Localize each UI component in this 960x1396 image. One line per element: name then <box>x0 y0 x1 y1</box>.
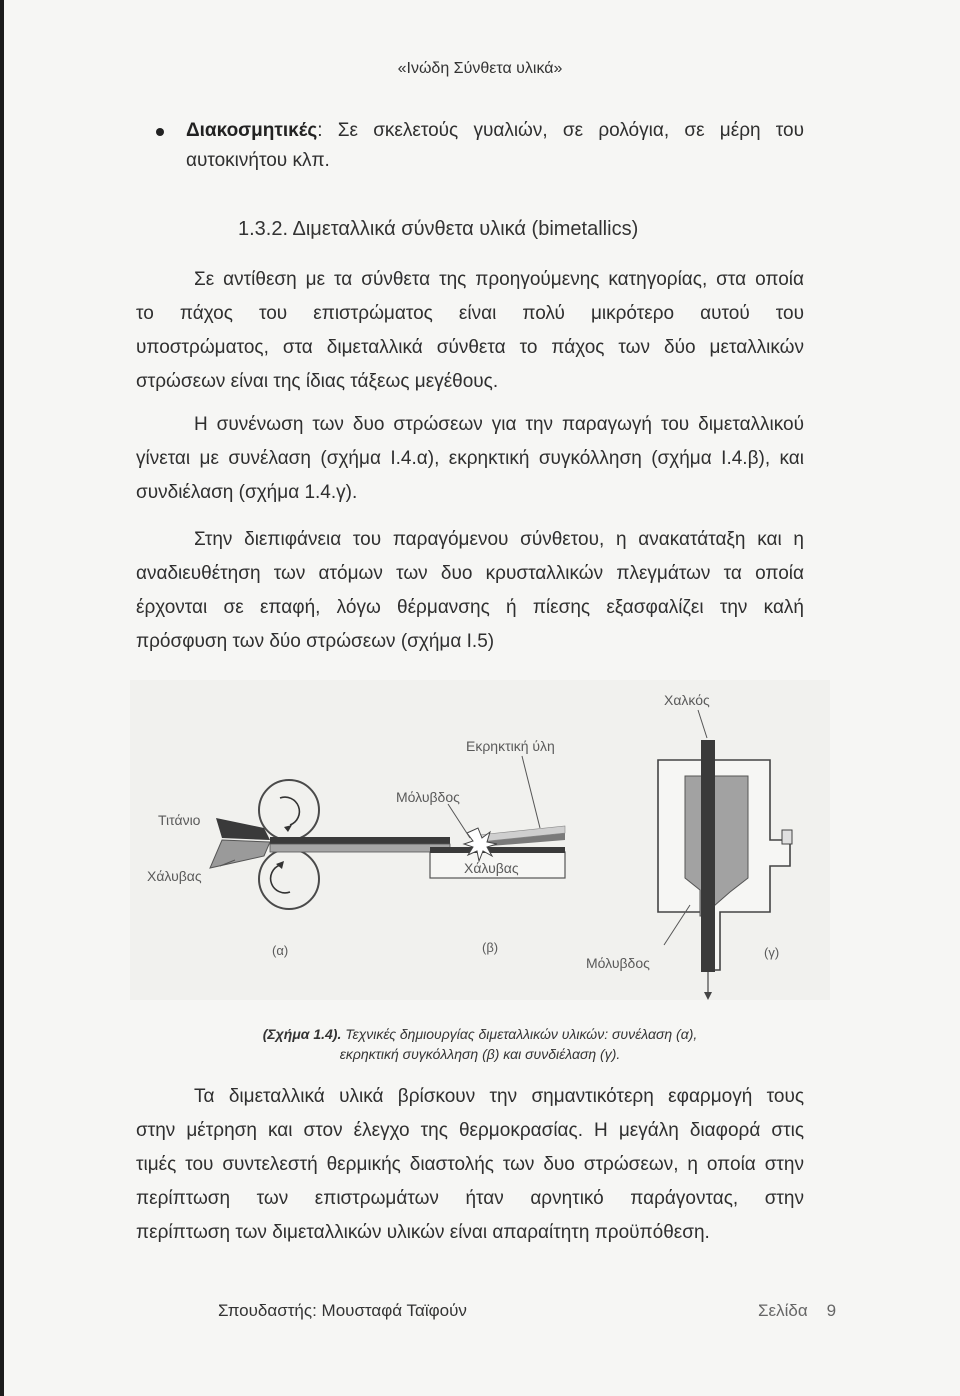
p1-line2: το πάχος του επιστρώματος είναι πολύ μικρότερο αυτού του <box>136 303 804 324</box>
scan-edge <box>0 0 4 1396</box>
footer-page <box>758 1301 836 1321</box>
p2-line1: Η συνένωση των δυο στρώσεων για την παραγωγή του διμεταλλικού <box>194 414 804 435</box>
paragraph-4 <box>136 1080 804 1250</box>
caption-label: (Σχήμα 1.4). <box>262 1026 342 1042</box>
label-lead-b: Μόλυβδος <box>396 789 460 805</box>
caption-line1: Τεχνικές δημιουργίας διμεταλλικών υλικών: συνέλαση (α), <box>341 1026 698 1042</box>
bullet-text-line1: : Σε σκελετούς γυαλιών, σε ρολόγια, σε μέρη του <box>317 120 804 141</box>
lead-layer <box>430 847 565 853</box>
copper-rod <box>701 740 715 972</box>
caption-line2: εκρηκτική συγκόλληση (β) και συνδιέλαση (γ). <box>339 1046 621 1062</box>
label-a: (α) <box>272 943 289 958</box>
paragraph-3 <box>136 523 804 659</box>
clad-titanium-layer <box>270 837 450 844</box>
p3-line2: αναδιευθέτηση των ατόμων των δυο κρυσταλλικών πλεγμάτων τα οποία <box>136 563 804 584</box>
p4-line5: περίπτωση των διμεταλλικών υλικών είναι απαραίτητη προϋπόθεση. <box>136 1222 710 1243</box>
p4-line1: Τα διμεταλλικά υλικά βρίσκουν την σημαντικότερη εφαρμογή τους <box>194 1086 804 1107</box>
bullet-paragraph <box>186 116 804 176</box>
page-number: 9 <box>826 1301 837 1320</box>
label-copper: Χαλκός <box>664 692 710 708</box>
p4-line3: τιμές του συντελεστή θερμικής διαστολής των δυο στρώσεων, η οποία στην <box>136 1154 804 1175</box>
p3-line1: Στην διεπιφάνεια του παραγόμενου σύνθετου, η ανακατάταξη και η <box>194 529 804 550</box>
p1-line4: στρώσεων είναι της ίδιας τάξεως μεγέθους. <box>136 371 499 392</box>
label-b: (β) <box>482 940 499 955</box>
label-lead-c: Μόλυβδος <box>586 955 650 971</box>
bullet-text-line2: αυτοκινήτου κλπ. <box>186 150 330 171</box>
paragraph-1 <box>136 263 804 399</box>
p3-line4: πρόσφυση των δύο στρώσεων (σχήμα Ι.5) <box>136 631 495 652</box>
label-titanium: Τιτάνιο <box>158 812 201 828</box>
ram-tab <box>782 830 792 844</box>
p1-line1: Σε αντίθεση με τα σύνθετα της προηγούμενης κατηγορίας, στα οποία <box>194 269 804 290</box>
p4-line2: στην μέτρηση και στον έλεγχο της θερμοκρασίας. Η μεγάλη διαφορά στις <box>136 1120 804 1141</box>
p2-line3: συνδιέλαση (σχήμα 1.4.γ). <box>136 482 358 503</box>
bullet-icon <box>156 128 164 136</box>
bimetal-process-figure <box>130 680 830 1000</box>
p2-line2: γίνεται με συνέλαση (σχήμα Ι.4.α), εκρηκτική συγκόλληση (σχήμα Ι.4.β), και <box>136 448 804 469</box>
running-header: «Ινώδη Σύνθετα υλικά» <box>397 60 563 77</box>
label-steel-b: Χάλυβας <box>464 860 519 876</box>
paragraph-2 <box>136 408 804 510</box>
section-heading: 1.3.2. Διμεταλλικά σύνθετα υλικά (bimetallics) <box>238 218 639 240</box>
p3-line3: έρχονται σε επαφή, λόγω θέρμανσης ή πίεσης εξασφαλίζει την καλή <box>136 597 804 618</box>
clad-steel-layer <box>270 844 450 852</box>
figure-caption <box>0 1024 960 1064</box>
p4-line4: περίπτωση των επιστρωμάτων ήταν αρνητικό παράγοντας, στην <box>136 1188 804 1209</box>
bullet-label: Διακοσμητικές <box>186 120 318 141</box>
footer-author: Σπουδαστής: Μουσταφά Ταϊφούν <box>218 1301 467 1320</box>
page-word: Σελίδα <box>758 1301 808 1320</box>
p1-line3: υποστρώματος, στα διμεταλλικά σύνθετα το πάχος των δύο μεταλλικών <box>136 337 804 358</box>
label-steel-a: Χάλυβας <box>147 868 202 884</box>
label-explosive: Εκρηκτική ύλη <box>466 738 555 754</box>
label-c: (γ) <box>764 945 780 960</box>
